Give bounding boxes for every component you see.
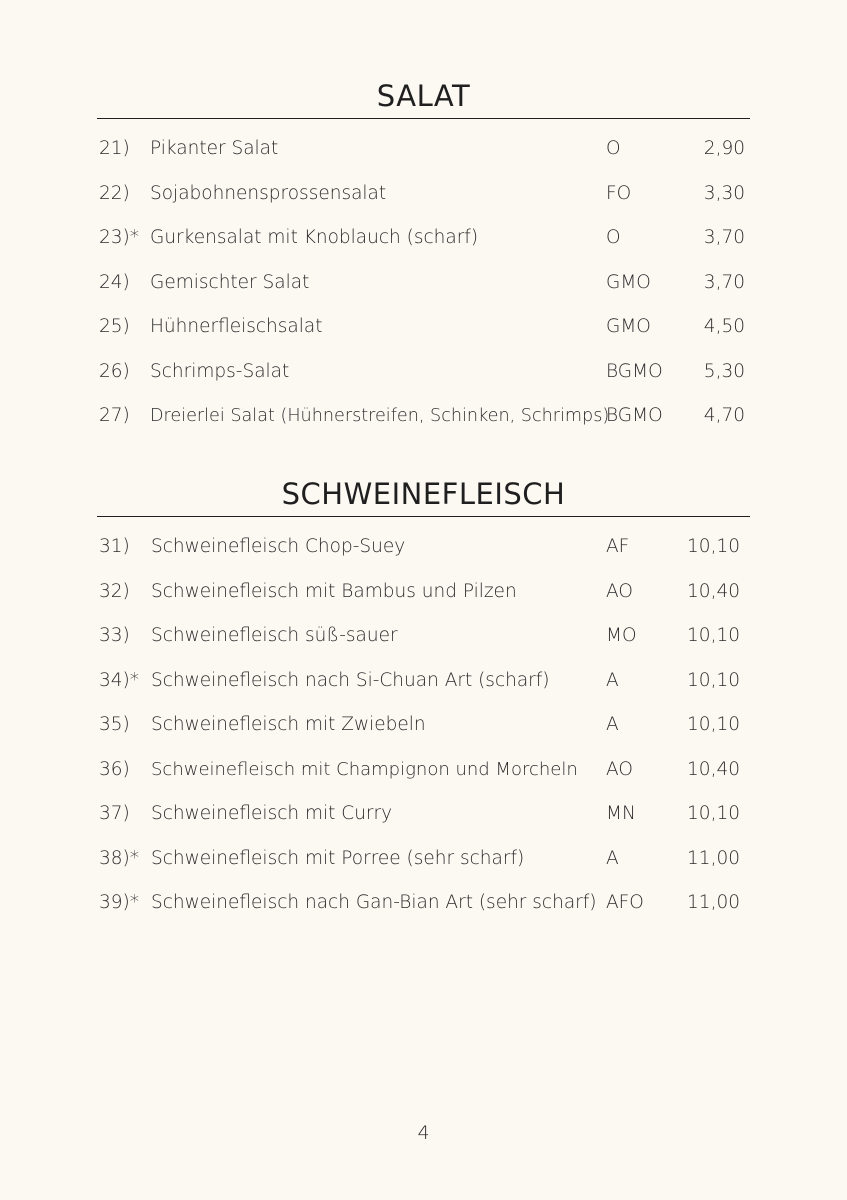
list-item: [97, 614, 750, 659]
item-allergen-code: FO: [606, 182, 632, 204]
item-allergen-code: BGMO: [606, 360, 663, 382]
list-item: [97, 172, 750, 217]
list-item: [97, 792, 750, 837]
item-number: 35): [99, 714, 130, 735]
item-price: 11,00: [687, 847, 740, 869]
item-price: 5,30: [703, 360, 745, 382]
page-number: 4: [417, 1122, 430, 1144]
item-allergen-code: AO: [606, 758, 633, 780]
list-item: [97, 570, 750, 615]
item-allergen-code: A: [606, 847, 619, 869]
item-allergen-code: AFO: [606, 892, 644, 913]
list-item: [97, 305, 750, 350]
item-name: Schweinefleisch mit Bambus und Pilzen: [151, 580, 517, 602]
item-price: 3,70: [703, 227, 745, 248]
item-price: 10,40: [687, 758, 740, 780]
item-price: 10,10: [687, 714, 740, 735]
item-number: 27): [99, 405, 130, 426]
list-item: [97, 837, 750, 882]
item-price: 10,10: [687, 669, 740, 691]
list-item: [97, 748, 750, 793]
section-title: SALAT: [376, 79, 471, 113]
item-allergen-code: MN: [606, 803, 636, 824]
list-item: [97, 703, 750, 748]
section-salat: [97, 78, 750, 439]
item-allergen-code: AF: [606, 536, 630, 557]
item-name: Schrimps-Salat: [150, 360, 290, 382]
item-price: 3,70: [703, 271, 745, 293]
item-number: 25): [99, 316, 130, 337]
item-number: 31): [99, 536, 130, 557]
item-price: 10,40: [687, 580, 740, 602]
item-list: [97, 127, 750, 439]
section-divider: [97, 118, 750, 119]
item-number: 39)*: [99, 892, 140, 913]
item-name: Schweinefleisch mit Curry: [151, 803, 393, 824]
item-allergen-code: MO: [606, 625, 637, 646]
item-name: Schweinefleisch mit Zwiebeln: [151, 714, 426, 735]
item-name: Schweinefleisch mit Porree (sehr scharf): [151, 847, 525, 869]
item-number: 22): [99, 182, 130, 204]
item-number: 24): [99, 271, 130, 293]
item-allergen-code: GMO: [606, 316, 651, 337]
item-name: Schweinefleisch mit Champignon und Morcheln: [151, 758, 578, 780]
item-allergen-code: BGMO: [606, 405, 663, 426]
item-name: Schweinefleisch süß-sauer: [151, 625, 398, 646]
item-allergen-code: AO: [606, 580, 633, 602]
item-price: 10,10: [687, 803, 740, 824]
item-price: 3,30: [703, 182, 745, 204]
list-item: [97, 350, 750, 395]
item-allergen-code: A: [606, 669, 619, 691]
item-allergen-code: O: [606, 138, 621, 159]
item-price: 10,10: [687, 536, 740, 557]
item-price: 11,00: [687, 892, 740, 913]
list-item: [97, 394, 750, 439]
item-name: Gurkensalat mit Knoblauch (scharf): [150, 227, 479, 248]
item-name: Gemischter Salat: [150, 271, 310, 293]
item-price: 4,70: [703, 405, 745, 426]
item-name: Sojabohnensprossensalat: [150, 182, 387, 204]
item-name: Schweinefleisch nach Gan-Bian Art (sehr scharf): [151, 892, 597, 913]
list-item: [97, 659, 750, 704]
item-number: 36): [99, 758, 130, 780]
item-name: Dreierlei Salat (Hühnerstreifen, Schinken, Schrimps): [150, 406, 610, 426]
list-item: [97, 261, 750, 306]
list-item: [97, 216, 750, 261]
item-list: [97, 525, 750, 926]
item-allergen-code: A: [606, 714, 619, 735]
item-number: 37): [99, 803, 130, 824]
item-name: Hühnerfleischsalat: [150, 316, 323, 337]
item-allergen-code: GMO: [606, 271, 651, 293]
item-price: 4,50: [703, 316, 745, 337]
item-number: 21): [99, 138, 130, 159]
item-price: 10,10: [687, 625, 740, 646]
item-number: 32): [99, 580, 130, 602]
item-number: 34)*: [99, 669, 140, 691]
section-divider: [97, 516, 750, 517]
section-schweinefleisch: [97, 476, 750, 926]
item-name: Schweinefleisch nach Si-Chuan Art (scharf): [151, 669, 550, 691]
list-item: [97, 881, 750, 926]
item-allergen-code: O: [606, 227, 621, 248]
section-title: SCHWEINEFLEISCH: [281, 477, 566, 511]
item-price: 2,90: [703, 138, 745, 159]
item-number: 33): [99, 625, 130, 646]
item-number: 26): [99, 360, 130, 382]
item-name: Pikanter Salat: [150, 138, 279, 159]
list-item: [97, 525, 750, 570]
item-name: Schweinefleisch Chop-Suey: [151, 536, 406, 557]
list-item: [97, 127, 750, 172]
item-number: 23)*: [99, 227, 140, 248]
item-number: 38)*: [99, 847, 140, 869]
